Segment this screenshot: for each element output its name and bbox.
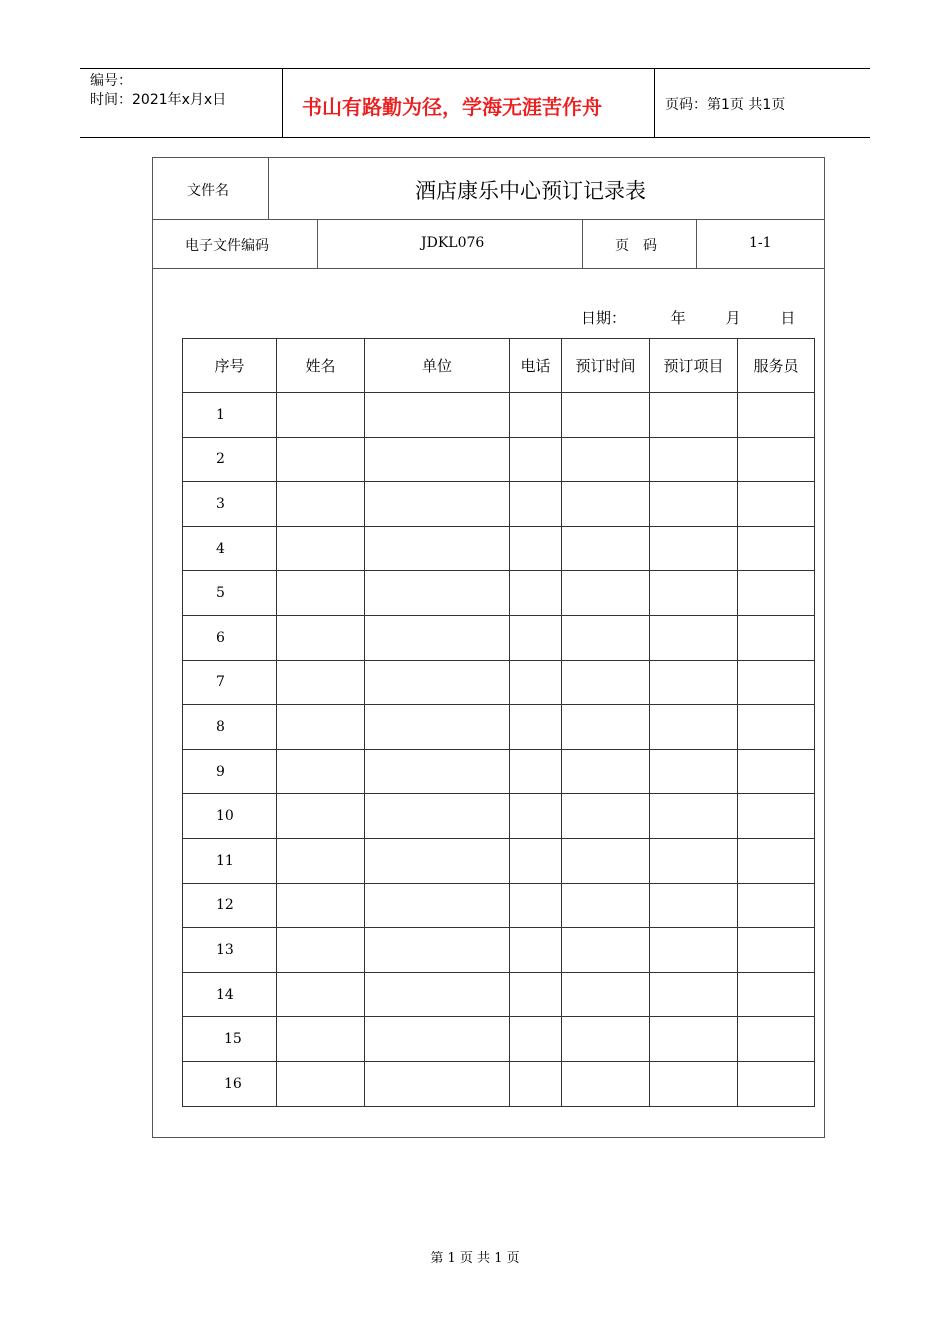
attendant-cell[interactable] [738, 705, 815, 750]
booking-time-cell[interactable] [562, 883, 650, 928]
unit-cell[interactable] [365, 615, 510, 660]
row-seq: 8 [183, 705, 277, 750]
phone-cell[interactable] [510, 437, 562, 482]
code-label-cell [153, 220, 318, 268]
phone-cell[interactable] [510, 615, 562, 660]
col-header-attendant: 服务员 [738, 339, 815, 393]
unit-cell[interactable] [365, 749, 510, 794]
phone-cell[interactable] [510, 794, 562, 839]
phone-cell[interactable] [510, 749, 562, 794]
booking-item-cell[interactable] [650, 749, 738, 794]
row-seq: 2 [183, 437, 277, 482]
row-seq: 12 [183, 883, 277, 928]
name-cell[interactable] [277, 571, 365, 616]
col-header-booking-item: 预订项目 [650, 339, 738, 393]
phone-cell[interactable] [510, 972, 562, 1017]
table-row [183, 928, 815, 973]
name-cell[interactable] [277, 1017, 365, 1062]
booking-item-cell[interactable] [650, 1061, 738, 1106]
name-cell[interactable] [277, 794, 365, 839]
booking-item-cell[interactable] [650, 526, 738, 571]
booking-time-cell[interactable] [562, 794, 650, 839]
attendant-cell[interactable] [738, 482, 815, 527]
booking-item-cell[interactable] [650, 437, 738, 482]
unit-cell[interactable] [365, 1017, 510, 1062]
header-meta [80, 69, 283, 137]
booking-time-cell[interactable] [562, 705, 650, 750]
attendant-cell[interactable] [738, 615, 815, 660]
booking-item-cell[interactable] [650, 1017, 738, 1062]
booking-item-cell[interactable] [650, 660, 738, 705]
phone-cell[interactable] [510, 393, 562, 438]
attendant-cell[interactable] [738, 928, 815, 973]
booking-item-cell[interactable] [650, 705, 738, 750]
booking-time-cell[interactable] [562, 526, 650, 571]
slogan: 书山有路勤为径，学海无涯苦作舟 [302, 95, 602, 119]
table-row [183, 1061, 815, 1106]
booking-time-cell[interactable] [562, 660, 650, 705]
attendant-cell[interactable] [738, 1017, 815, 1062]
row-seq: 1 [183, 393, 277, 438]
form-frame [152, 157, 825, 1138]
page-info: 页码：第1页 共1页 [665, 97, 786, 113]
row-seq: 7 [183, 660, 277, 705]
table-row [183, 571, 815, 616]
unit-cell[interactable] [365, 794, 510, 839]
code-label: 电子文件编码 [185, 238, 269, 254]
booking-time-cell[interactable] [562, 972, 650, 1017]
row-seq: 15 [183, 1017, 277, 1062]
table-row [183, 615, 815, 660]
header-slogan-cell [282, 69, 655, 137]
row-seq: 5 [183, 571, 277, 616]
name-cell[interactable] [277, 972, 365, 1017]
col-header-seq: 序号 [183, 339, 277, 393]
booking-time-cell[interactable] [562, 749, 650, 794]
date-label: 日期： [581, 309, 627, 327]
name-cell[interactable] [277, 838, 365, 883]
booking-time-cell[interactable] [562, 1017, 650, 1062]
page-footer: 第 1 页 共 1 页 [430, 1251, 520, 1266]
attendant-cell[interactable] [738, 1061, 815, 1106]
col-header-phone: 电话 [510, 339, 562, 393]
phone-cell[interactable] [510, 928, 562, 973]
row-seq: 3 [183, 482, 277, 527]
col-header-unit: 单位 [365, 339, 510, 393]
date-month: 月 [725, 309, 741, 327]
phone-cell[interactable] [510, 1061, 562, 1106]
row-seq: 9 [183, 749, 277, 794]
date-line [581, 307, 795, 328]
file-name-cell [153, 158, 269, 219]
attendant-cell[interactable] [738, 660, 815, 705]
row-seq: 16 [183, 1061, 277, 1106]
unit-cell[interactable] [365, 660, 510, 705]
unit-cell[interactable] [365, 482, 510, 527]
attendant-cell[interactable] [738, 393, 815, 438]
date-day: 日 [780, 309, 796, 327]
title-row [153, 158, 824, 220]
booking-item-cell[interactable] [650, 482, 738, 527]
unit-cell[interactable] [365, 393, 510, 438]
booking-table [182, 338, 815, 1107]
row-seq: 14 [183, 972, 277, 1017]
booking-time-cell[interactable] [562, 393, 650, 438]
name-cell[interactable] [277, 1061, 365, 1106]
page-value-cell [697, 220, 824, 268]
booking-item-cell[interactable] [650, 393, 738, 438]
row-seq: 10 [183, 794, 277, 839]
table-row [183, 660, 815, 705]
unit-cell[interactable] [365, 838, 510, 883]
table-row [183, 838, 815, 883]
table-row [183, 705, 815, 750]
phone-cell[interactable] [510, 705, 562, 750]
phone-cell[interactable] [510, 1017, 562, 1062]
name-cell[interactable] [277, 393, 365, 438]
booking-item-cell[interactable] [650, 838, 738, 883]
booking-item-cell[interactable] [650, 883, 738, 928]
row-seq: 4 [183, 526, 277, 571]
attendant-cell[interactable] [738, 838, 815, 883]
table-row [183, 482, 815, 527]
page-label: 页 码 [615, 238, 657, 254]
code-row [153, 220, 824, 269]
name-cell[interactable] [277, 615, 365, 660]
row-seq: 11 [183, 838, 277, 883]
attendant-cell[interactable] [738, 526, 815, 571]
booking-item-cell[interactable] [650, 571, 738, 616]
table-row [183, 749, 815, 794]
time-label: 时间：2021年x月x日 [90, 92, 227, 108]
attendant-cell[interactable] [738, 437, 815, 482]
code-value-cell [318, 220, 583, 268]
unit-cell[interactable] [365, 705, 510, 750]
unit-cell[interactable] [365, 571, 510, 616]
file-name-label: 文件名 [187, 183, 229, 199]
date-year: 年 [670, 309, 686, 327]
page-label-cell [583, 220, 697, 268]
booking-time-cell[interactable] [562, 482, 650, 527]
booking-time-cell[interactable] [562, 437, 650, 482]
table-row [183, 883, 815, 928]
phone-cell[interactable] [510, 883, 562, 928]
table-row [183, 1017, 815, 1062]
table-row [183, 437, 815, 482]
booking-item-cell[interactable] [650, 794, 738, 839]
booking-time-cell[interactable] [562, 615, 650, 660]
unit-cell[interactable] [365, 1061, 510, 1106]
name-cell[interactable] [277, 705, 365, 750]
attendant-cell[interactable] [738, 794, 815, 839]
unit-cell[interactable] [365, 883, 510, 928]
attendant-cell[interactable] [738, 972, 815, 1017]
row-seq: 13 [183, 928, 277, 973]
number-label: 编号： [90, 73, 132, 89]
col-header-booking-time: 预订时间 [562, 339, 650, 393]
table-row [183, 526, 815, 571]
attendant-cell[interactable] [738, 571, 815, 616]
booking-time-cell[interactable] [562, 571, 650, 616]
code-value: JDKL076 [421, 235, 485, 251]
attendant-cell[interactable] [738, 749, 815, 794]
phone-cell[interactable] [510, 660, 562, 705]
unit-cell[interactable] [365, 526, 510, 571]
attendant-cell[interactable] [738, 883, 815, 928]
table-row [183, 393, 815, 438]
page-header [80, 68, 870, 138]
table-row [183, 972, 815, 1017]
unit-cell[interactable] [365, 928, 510, 973]
booking-time-cell[interactable] [562, 838, 650, 883]
name-cell[interactable] [277, 928, 365, 973]
booking-time-cell[interactable] [562, 928, 650, 973]
booking-item-cell[interactable] [650, 928, 738, 973]
booking-item-cell[interactable] [650, 972, 738, 1017]
phone-cell[interactable] [510, 838, 562, 883]
name-cell[interactable] [277, 749, 365, 794]
unit-cell[interactable] [365, 437, 510, 482]
phone-cell[interactable] [510, 482, 562, 527]
booking-time-cell[interactable] [562, 1061, 650, 1106]
form-title: 酒店康乐中心预订记录表 [415, 179, 646, 203]
phone-cell[interactable] [510, 571, 562, 616]
name-cell[interactable] [277, 660, 365, 705]
table-row [183, 794, 815, 839]
unit-cell[interactable] [365, 972, 510, 1017]
col-header-name: 姓名 [277, 339, 365, 393]
page-value: 1-1 [749, 235, 772, 251]
table-header-row [183, 339, 815, 393]
name-cell[interactable] [277, 437, 365, 482]
booking-item-cell[interactable] [650, 615, 738, 660]
phone-cell[interactable] [510, 526, 562, 571]
name-cell[interactable] [277, 526, 365, 571]
header-page-cell [655, 69, 870, 137]
name-cell[interactable] [277, 482, 365, 527]
name-cell[interactable] [277, 883, 365, 928]
row-seq: 6 [183, 615, 277, 660]
